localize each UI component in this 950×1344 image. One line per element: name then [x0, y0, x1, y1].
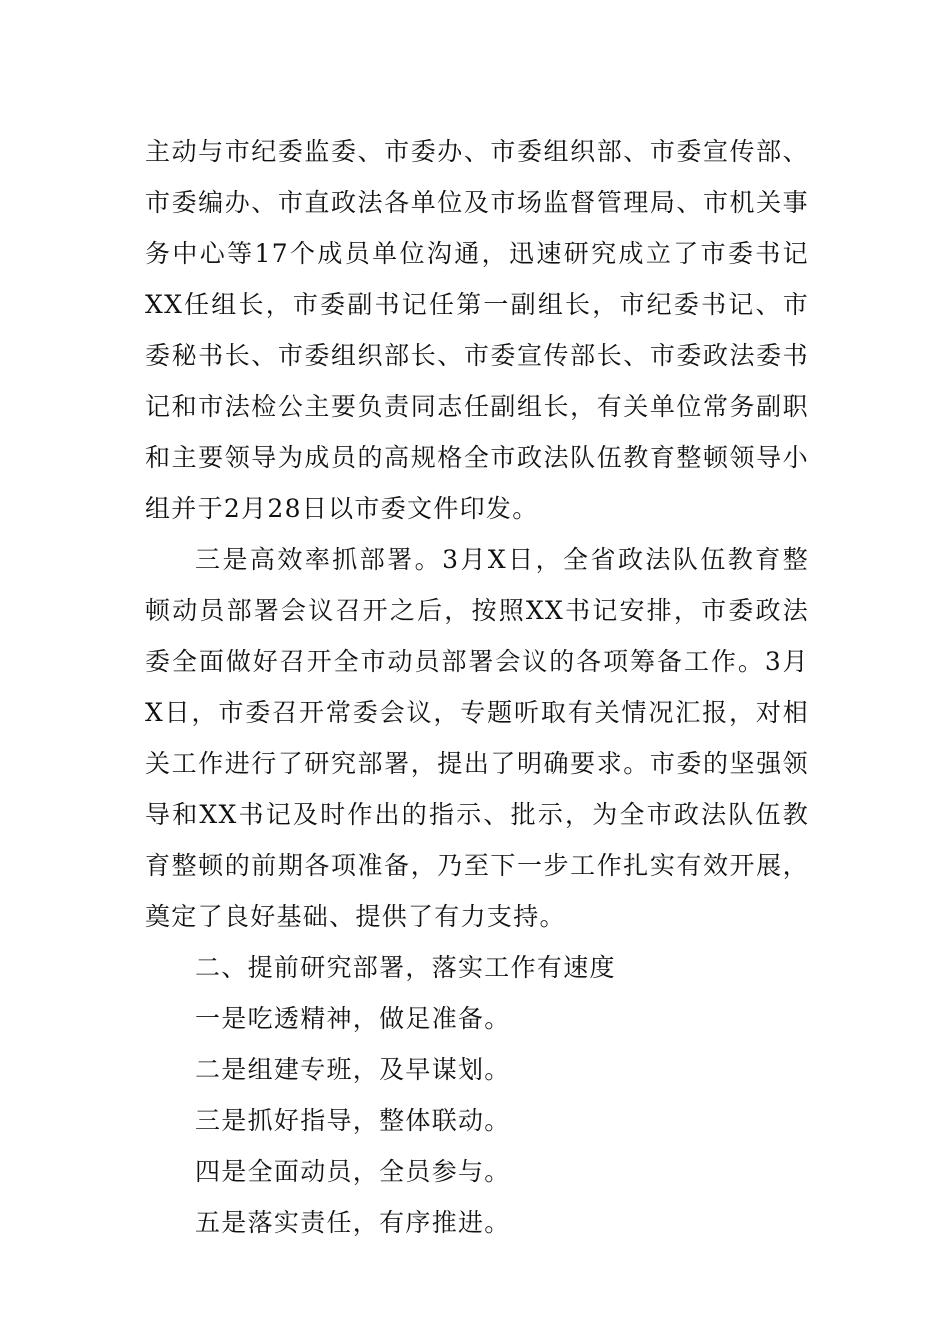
list-item: 五是落实责任，有序推进。 — [195, 1208, 511, 1237]
list-item: 二是组建专班，及早谋划。 — [195, 1055, 511, 1084]
list-item: 四是全面动员，全员参与。 — [195, 1157, 511, 1186]
list-item: 一是吃透精神，做足准备。 — [195, 1004, 511, 1033]
list-item: 三是抓好指导，整体联动。 — [195, 1106, 511, 1135]
document-body — [145, 126, 809, 1248]
paragraph-point-three: 三是高效率抓部署。3月X日，全省政法队伍教育整顿动员部署会议召开之后，按照XX书记安排，市委政法委全面做好召开全市动员部署会议的各项筹备工作。3月X日，市委召开常委会议，专题听取有关情况汇报，对相关工作进行了研究部署，提出了明确要求。市委的坚强领导和XX书记及时作出的指示、批示，为全市政法队伍教育整顿的前期各项准备，乃至下一步工作扎实有效开展，奠定了良好基础、提供了有力支持。 — [145, 545, 809, 931]
section-heading: 二、提前研究部署，落实工作有速度 — [195, 953, 616, 982]
paragraph-continuation: 主动与市纪委监委、市委办、市委组织部、市委宣传部、市委编办、市直政法各单位及市场监督管理局、市机关事务中心等17个成员单位沟通，迅速研究成立了市委书记XX任组长，市委副书记任第一副组长，市纪委书记、市委秘书长、市委组织部长、市委宣传部长、市委政法委书记和市法检公主要负责同志任副组长，有关单位常务副职和主要领导为成员的高规格全市政法队伍教育整顿领导小组并于2月28日以市委文件印发。 — [145, 137, 809, 523]
